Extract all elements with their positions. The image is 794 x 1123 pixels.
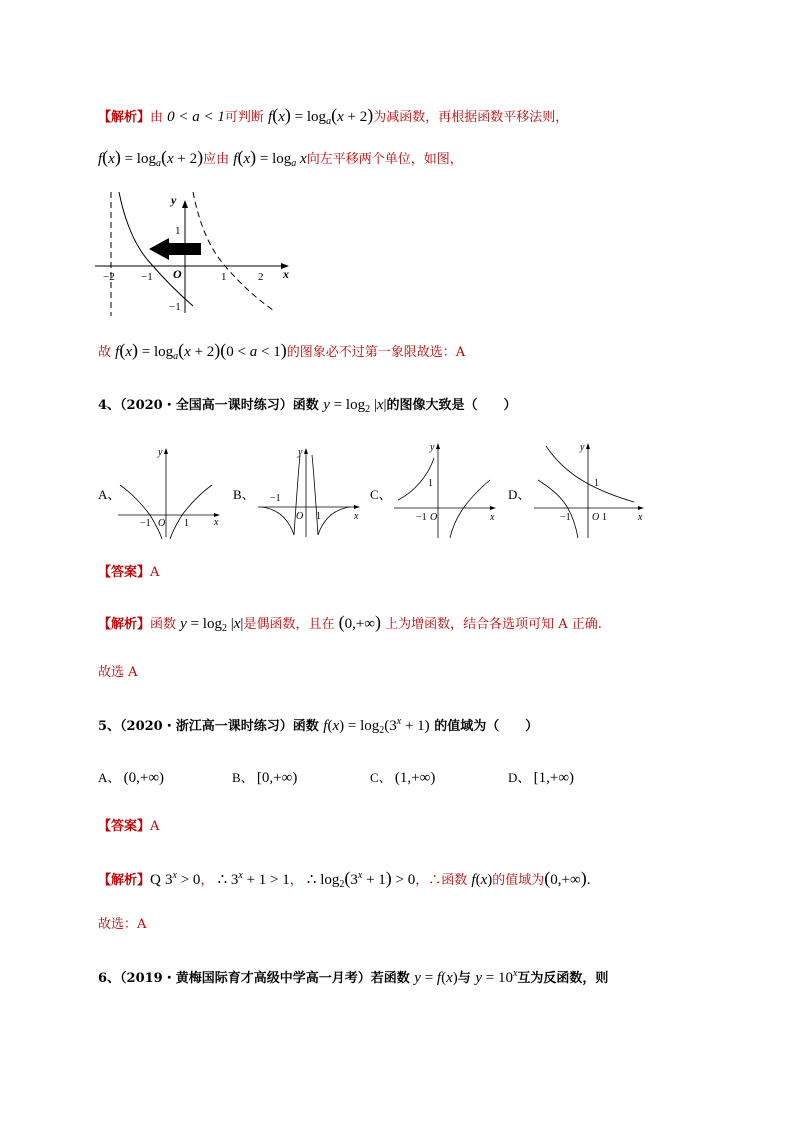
text-fragment: 的图像大致是（ ） xyxy=(386,398,517,413)
svg-text:y: y xyxy=(430,442,435,453)
option-letter: A、 xyxy=(98,770,121,785)
text-fragment: 的值域为（ ） xyxy=(434,719,539,734)
option-value: [0,+∞) xyxy=(256,770,298,786)
graph-tick: 2 xyxy=(258,271,264,283)
q4-option-d-label: D、 xyxy=(508,487,531,502)
formula: 0 < a < 1 xyxy=(167,109,225,125)
question-number: 5、 xyxy=(98,719,121,734)
analysis-tag: 【解析】 xyxy=(98,110,151,125)
svg-text:x: x xyxy=(354,511,359,522)
option-letter: B、 xyxy=(232,770,254,785)
svg-text:y: y xyxy=(298,447,303,458)
text-fragment: 的图象必不过第一象限故选：A xyxy=(286,345,466,360)
graph-tick: 1 xyxy=(175,225,181,237)
formula: $f(x) = \log_2(3^x + 1)$ xyxy=(323,716,430,736)
text-fragment: ，∴函数 xyxy=(415,873,468,888)
q5-conclusion: 故选：A xyxy=(98,917,147,932)
analysis-conclusion xyxy=(98,340,465,367)
graph-origin: O xyxy=(173,267,182,281)
q4-stem xyxy=(98,395,517,420)
analysis-line-1 xyxy=(98,105,568,132)
text-fragment: 向左平移两个单位，如图， xyxy=(306,152,463,167)
q5-option-a[interactable] xyxy=(98,767,164,787)
option-letter: C、 xyxy=(370,770,392,785)
shift-graph xyxy=(93,188,303,318)
option-value: (0,+∞) xyxy=(123,770,165,786)
formula: f(x) xyxy=(471,872,493,888)
text-fragment: 与 xyxy=(457,971,471,986)
formula: $3^x > 0$ xyxy=(165,870,201,888)
q4-option-b-label: B、 xyxy=(233,487,255,502)
svg-text:−1: −1 xyxy=(560,512,571,523)
question-source: （2020・浙江高一课时练习） xyxy=(120,719,293,734)
svg-text:1: 1 xyxy=(316,511,321,522)
svg-text:y: y xyxy=(580,442,585,453)
svg-text:x: x xyxy=(638,512,643,523)
q4-option-a-graph[interactable] xyxy=(114,445,224,540)
formula: $f(x) = \log_a(x + 2)$ xyxy=(98,147,204,169)
question-source: （2019・黄梅国际育才高级中学高一月考） xyxy=(120,971,371,986)
answer-value: A xyxy=(150,819,160,834)
analysis-tag: 【解析】 xyxy=(98,873,151,888)
analysis-tag: 【解析】 xyxy=(98,617,151,632)
q5-option-c[interactable] xyxy=(370,767,435,787)
text-fragment: 互为反函数，则 xyxy=(517,971,609,986)
q5-stem xyxy=(98,712,538,741)
text-fragment: Q xyxy=(150,872,161,888)
text-fragment: 应由 xyxy=(203,152,230,167)
q4-option-d-graph[interactable] xyxy=(530,440,650,540)
svg-text:−1: −1 xyxy=(416,512,427,523)
question-number: 6、 xyxy=(98,971,121,986)
answer-tag: 【答案】 xyxy=(98,819,151,834)
formula: ∴ $3^x + 1 > 1$ xyxy=(217,870,290,888)
svg-text:−1: −1 xyxy=(270,493,281,504)
text-fragment: 可判断 xyxy=(224,110,264,125)
q5-analysis xyxy=(98,866,590,895)
svg-text:1: 1 xyxy=(594,478,599,489)
q4-option-c-graph[interactable] xyxy=(390,440,500,540)
option-value: (1,+∞) xyxy=(394,770,436,786)
text-fragment: 上为增函数，结合各选项可知 A 正确. xyxy=(385,617,602,632)
q4-answer xyxy=(98,563,159,583)
svg-text:1: 1 xyxy=(184,518,189,529)
text-fragment: 函数 xyxy=(292,719,319,734)
formula: $y = \log_2 |x|$ xyxy=(180,616,244,634)
svg-text:O: O xyxy=(592,512,600,523)
formula: $f(x) = \log_a x$ xyxy=(233,147,307,169)
svg-text:O: O xyxy=(296,511,304,522)
formula: $f(x) = \log_a(x + 2)(0 < a < 1)$ xyxy=(115,340,287,362)
svg-text:O: O xyxy=(158,518,166,529)
graph-x-label: x xyxy=(283,267,289,281)
text-fragment: 为减函数，再根据函数平移法则， xyxy=(373,110,569,125)
q4-analysis xyxy=(98,612,602,639)
text-fragment: 由 xyxy=(150,110,164,125)
text-fragment: 是偶函数，且在 xyxy=(243,617,335,632)
question-number: 4、 xyxy=(98,398,121,413)
text-fragment: 故 xyxy=(98,345,112,360)
q6-stem xyxy=(98,964,608,989)
graph-tick: −2 xyxy=(103,271,115,283)
graph-tick: −1 xyxy=(169,301,181,313)
graph-tick: −1 xyxy=(141,271,153,283)
q4-option-c-label: C、 xyxy=(370,487,392,502)
text-fragment: ， xyxy=(289,873,303,888)
svg-text:1: 1 xyxy=(428,478,433,489)
formula: $y = \log_2 |x|$ xyxy=(323,397,387,415)
formula: $f(x) = \log_a(x + 2)$ xyxy=(268,105,374,127)
q5-option-d[interactable] xyxy=(508,767,574,787)
q4-option-b-graph[interactable] xyxy=(254,445,364,540)
graph-y-label: y xyxy=(171,193,177,207)
left-shift-arrow xyxy=(149,238,201,260)
formula: $y = 10^x$ xyxy=(475,968,518,986)
svg-text:1: 1 xyxy=(602,512,607,523)
q5-answer xyxy=(98,817,159,837)
text-fragment: 若函数 xyxy=(370,971,410,986)
curve-original xyxy=(193,192,273,310)
text-fragment: 函数 xyxy=(150,617,177,632)
graph-tick: 1 xyxy=(221,271,227,283)
formula: ∴ $\log_2(3^x + 1) > 0$ xyxy=(306,868,416,890)
text-fragment: ， xyxy=(200,873,214,888)
answer-tag: 【答案】 xyxy=(98,565,151,580)
q5-option-b[interactable] xyxy=(232,767,297,787)
question-source: （2020・全国高一课时练习） xyxy=(120,398,293,413)
option-letter: D、 xyxy=(508,770,531,785)
y-arrow xyxy=(182,200,188,208)
answer-value: A xyxy=(150,565,160,580)
svg-text:y: y xyxy=(158,447,163,458)
formula: (0,+∞). xyxy=(544,868,591,888)
q4-conclusion: 故选 A xyxy=(98,665,138,680)
formula: (0,+∞) xyxy=(338,612,381,632)
svg-text:O: O xyxy=(430,512,438,523)
text-fragment: 的值域为 xyxy=(492,873,545,888)
q4-option-a-label: A、 xyxy=(98,487,121,502)
svg-text:x: x xyxy=(214,517,219,528)
svg-text:x: x xyxy=(490,512,495,523)
text-fragment: 函数 xyxy=(292,398,319,413)
analysis-line-2 xyxy=(98,147,463,174)
svg-text:−1: −1 xyxy=(140,518,151,529)
option-value: [1,+∞) xyxy=(533,770,575,786)
formula: y = f(x) xyxy=(414,970,458,986)
